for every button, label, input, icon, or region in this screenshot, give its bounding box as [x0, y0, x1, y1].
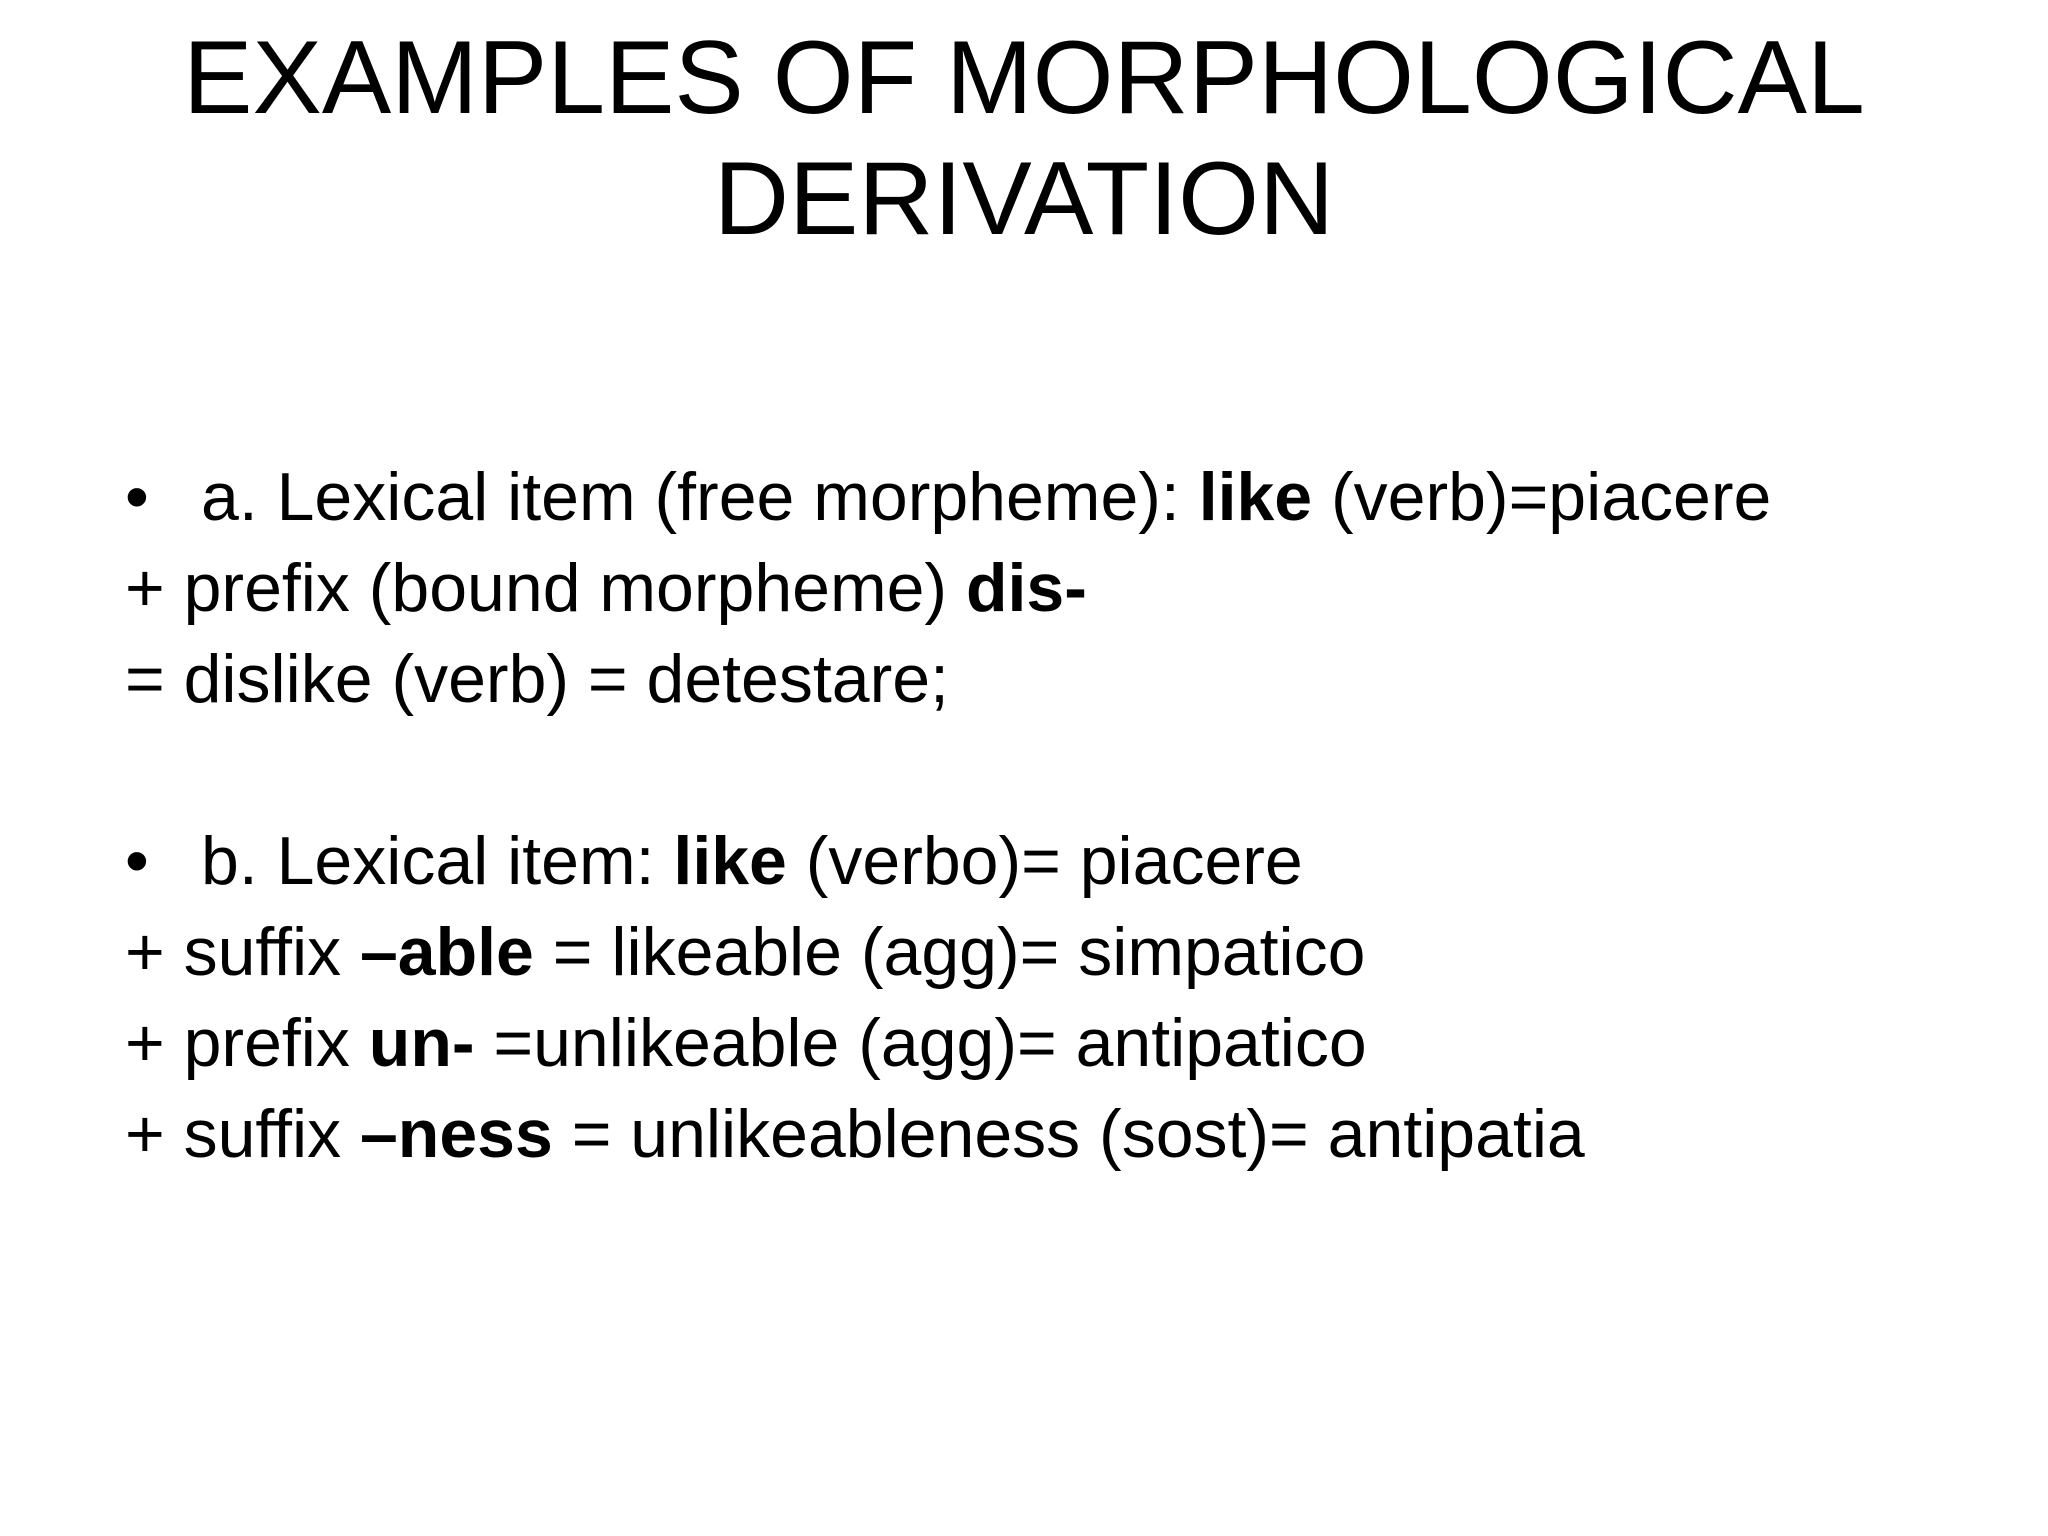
text-segment: + prefix	[125, 1005, 369, 1081]
title-line-1: EXAMPLES OF MORPHOLOGICAL	[183, 20, 1865, 136]
bullet: •	[125, 459, 149, 535]
text-segment: (verb)=piacere	[1312, 459, 1772, 535]
bold-term: like	[673, 823, 787, 899]
text-segment: a. Lexical item (free morpheme):	[201, 459, 1199, 535]
example-b-line-4	[125, 1089, 1975, 1180]
text-segment: (verbo)= piacere	[786, 823, 1303, 899]
title-line-2: DERIVATION	[713, 141, 1335, 257]
text-segment: = likeable (agg)= simpatico	[533, 914, 1366, 990]
text-segment: + prefix (bound morpheme)	[125, 550, 966, 626]
bullet: •	[125, 823, 149, 899]
bold-term: dis-	[965, 550, 1087, 626]
example-a-line-3	[125, 634, 1975, 725]
text-segment: =unlikeable (agg)= antipatico	[474, 1005, 1367, 1081]
text-segment: = unlikeableness (sost)= antipatia	[552, 1096, 1585, 1172]
example-a-line-2	[125, 543, 1975, 634]
text-segment: = dislike (verb) = detestare;	[125, 641, 949, 717]
slide-body	[125, 452, 1975, 1180]
slide-title	[100, 18, 1948, 260]
text-segment: + suffix	[125, 1096, 360, 1172]
example-a-line-1	[125, 452, 1975, 543]
bold-term: –able	[359, 914, 534, 990]
bold-term: un-	[368, 1005, 475, 1081]
example-b-line-2	[125, 907, 1975, 998]
spacer	[125, 725, 1975, 816]
text-segment: + suffix	[125, 914, 360, 990]
bold-term: –ness	[359, 1096, 553, 1172]
text-segment: b. Lexical item:	[201, 823, 674, 899]
bold-term: like	[1198, 459, 1313, 535]
example-b-line-1	[125, 816, 1975, 907]
example-b-line-3	[125, 998, 1975, 1089]
